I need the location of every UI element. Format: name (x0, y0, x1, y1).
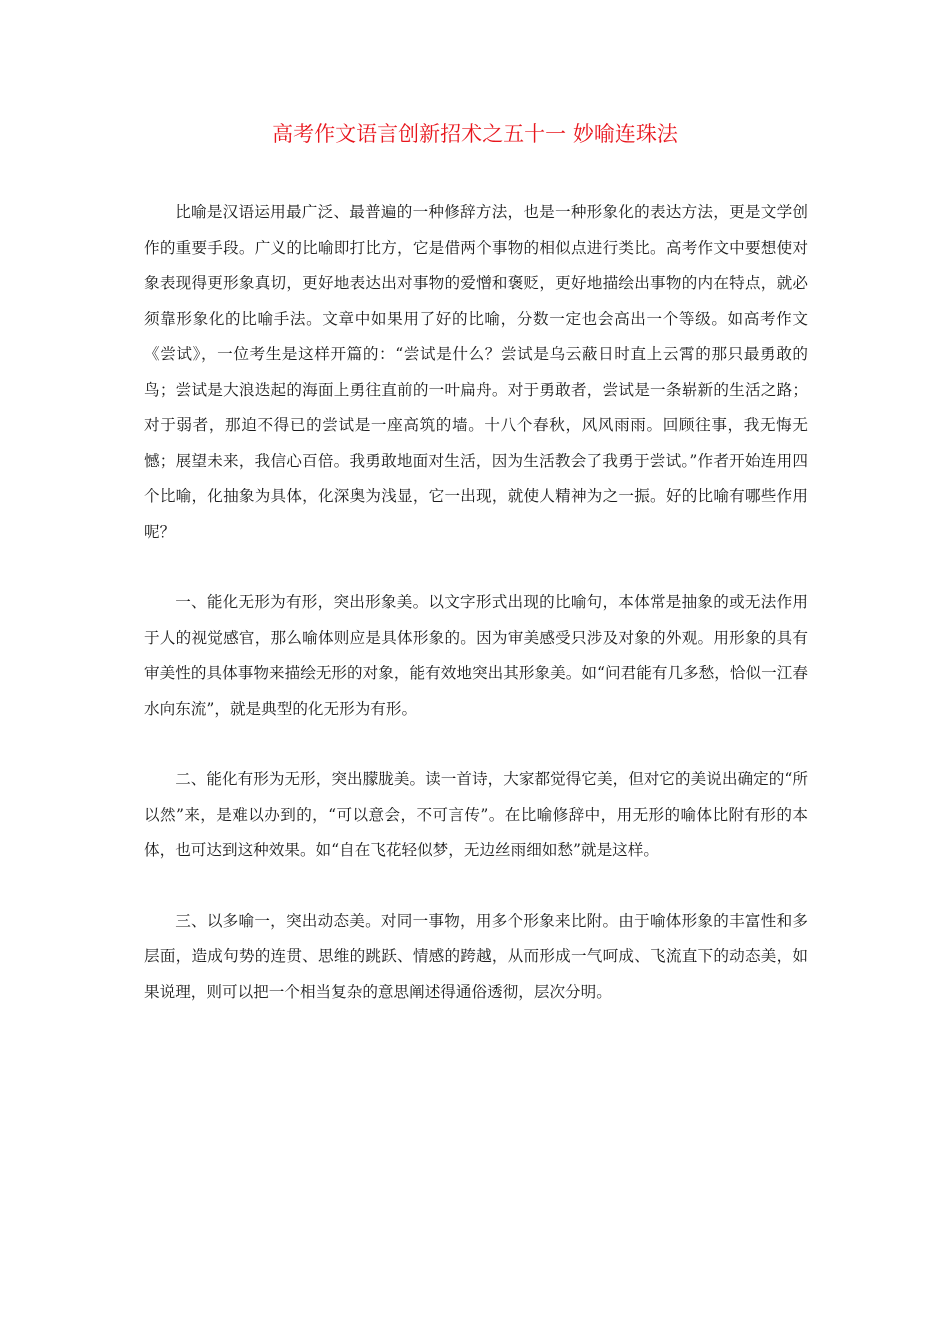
paragraph-point-three: 三、以多喻一，突出动态美。对同一事物，用多个形象来比附。由于喻体形象的丰富性和多层面，造成句势的连贯、思维的跳跃、情感的跨越，从而形成一气呵成、飞流直下的动态美，如果说理，则可以把一个相当复杂的意思阐述得通俗透彻，层次分明。 (144, 911, 808, 1001)
paragraph-intro: 比喻是汉语运用最广泛、最普遍的一种修辞方法，也是一种形象化的表达方法，更是文学创作的重要手段。广义的比喻即打比方，它是借两个事物的相似点进行类比。高考作文中要想使对象表现得更形象真切，更好地表达出对事物的爱憎和褒贬，更好地描绘出事物的内在特点，就必须靠形象化的比喻手法。文章中如果用了好的比喻，分数一定也会高出一个等级。如高考作文《尝试》，一位考生是这样开篇的：“尝试是什么？尝试是乌云蔽日时直上云霄的那只最勇敢的鸟；尝试是大浪迭起的海面上勇往直前的一叶扁舟。对于勇敢者，尝试是一条崭新的生活之路；对于弱者，那迫不得已的尝试是一座高筑的墙。十八个春秋，风风雨雨。回顾往事，我无悔无憾；展望未来，我信心百倍。我勇敢地面对生活，因为生活教会了我勇于尝试。”作者开始连用四个比喻，化抽象为具体，化深奥为浅显，它一出现，就使人精神为之一振。好的比喻有哪些作用呢？ (144, 203, 808, 541)
document-body (144, 195, 808, 1010)
document-title: 高考作文语言创新招术之五十一 妙喻连珠法 (272, 122, 678, 146)
paragraph-point-one: 一、能化无形为有形，突出形象美。以文字形式出现的比喻句，本体常是抽象的或无法作用于人的视觉感官，那么喻体则应是具体形象的。因为审美感受只涉及对象的外观。用形象的具有审美性的具体事物来描绘无形的对象，能有效地突出其形象美。如“问君能有几多愁，恰似一江春水向东流”，就是典型的化无形为有形。 (144, 593, 808, 718)
paragraph-point-two: 二、能化有形为无形，突出朦胧美。读一首诗，大家都觉得它美，但对它的美说出确定的“所以然”来，是难以办到的，“可以意会，不可言传”。在比喻修辞中，用无形的喻体比附有形的本体，也可达到这种效果。如“自在飞花轻似梦，无边丝雨细如愁”就是这样。 (144, 770, 808, 859)
